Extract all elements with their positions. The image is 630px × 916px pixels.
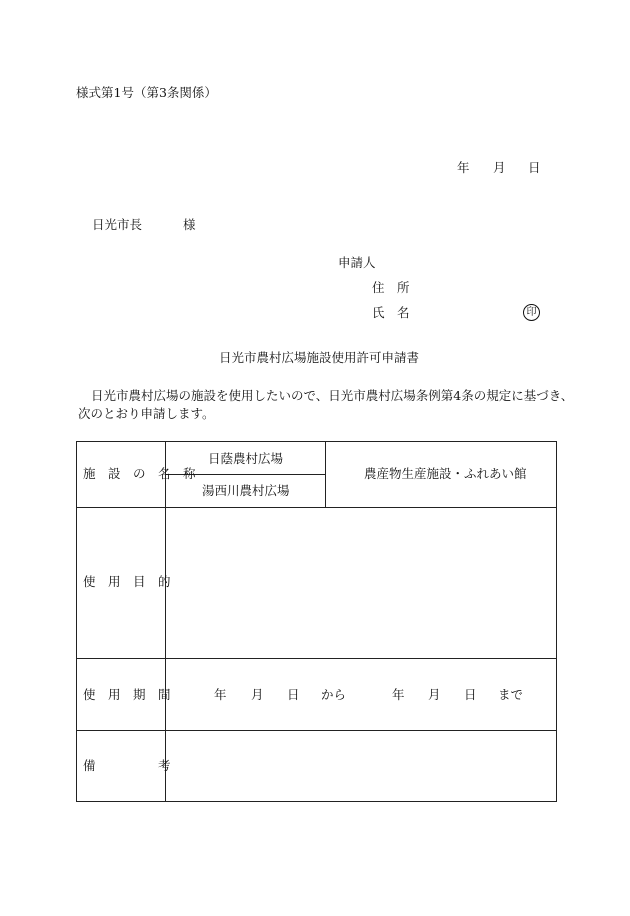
period-until-text: まで	[498, 687, 524, 702]
body-text-line-1: 日光市農村広場の施設を使用したいので、日光市農村広場条例第4条の規定に基づき、	[91, 388, 574, 403]
applicant-heading: 申請人	[338, 255, 376, 270]
remarks-field[interactable]	[169, 733, 553, 799]
period-from-day: 日	[287, 687, 300, 702]
facility-option-nousanbutsu[interactable]: 農産物生産施設・ふれあい館	[364, 466, 527, 481]
purpose-field[interactable]	[169, 510, 553, 656]
addressee-honorific: 様	[183, 217, 196, 232]
period-label: 使 用 期 間	[83, 687, 171, 702]
facility-option-hikage[interactable]: 日蔭農村広場	[208, 451, 284, 466]
period-from-year: 年	[214, 687, 227, 702]
period-from-month: 月	[251, 687, 264, 702]
period-to-day: 日	[464, 687, 477, 702]
facility-name-label: 施 設 の 名 称	[83, 466, 196, 481]
date-month-label: 月	[493, 160, 506, 175]
period-to-year: 年	[392, 687, 405, 702]
document-title: 日光市農村広場施設使用許可申請書	[219, 350, 420, 365]
period-to-month: 月	[428, 687, 441, 702]
addressee-name: 日光市長	[92, 217, 143, 232]
facility-option-yunishigawa[interactable]: 湯西川農村広場	[202, 483, 290, 498]
form-number: 様式第1号（第3条関係）	[76, 85, 217, 100]
period-from-text: から	[321, 687, 347, 702]
applicant-name-label: 氏 名	[372, 305, 410, 320]
applicant-address-label: 住 所	[372, 280, 410, 295]
date-day-label: 日	[528, 160, 541, 175]
body-text-line-2: 次のとおり申請します。	[78, 406, 215, 421]
application-table	[76, 441, 557, 802]
remarks-label: 備 考	[83, 758, 171, 773]
date-year-label: 年	[457, 160, 470, 175]
seal-mark: 印	[523, 304, 540, 321]
purpose-label: 使 用 目 的	[83, 574, 171, 589]
